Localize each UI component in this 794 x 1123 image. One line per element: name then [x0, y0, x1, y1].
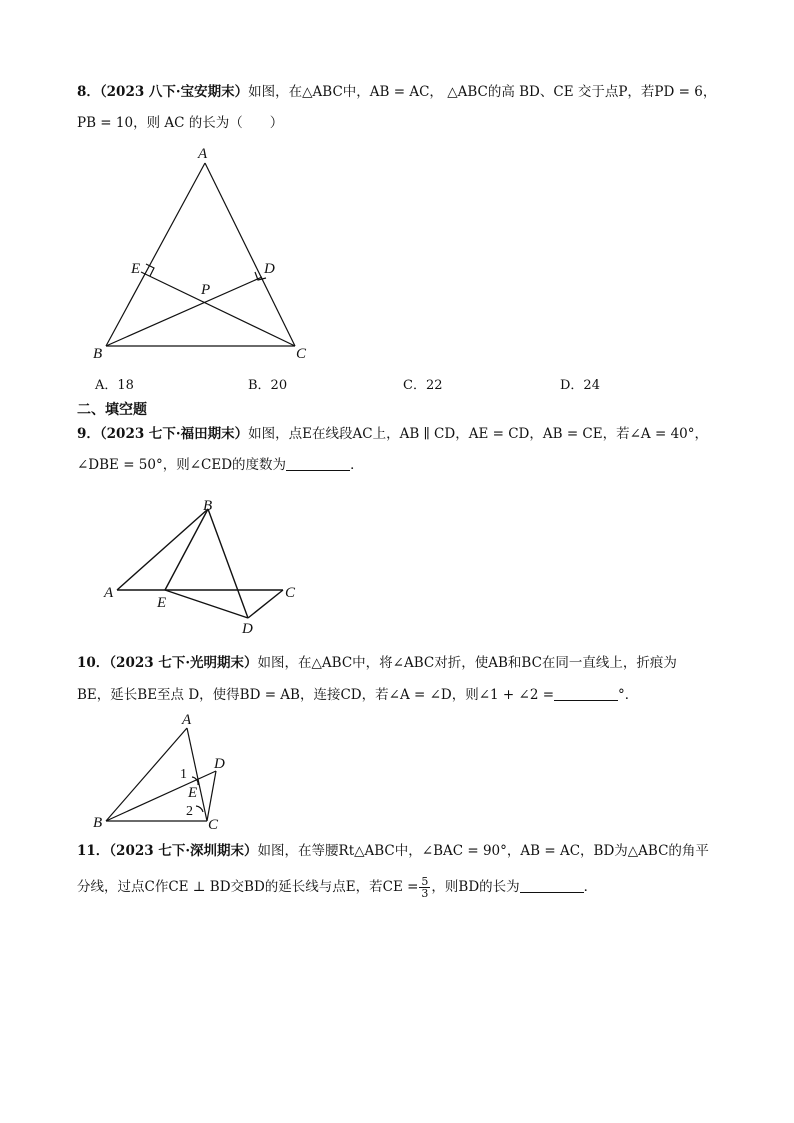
- q9-text2: ∠DBE = 50°，则∠CED的度数为: [77, 457, 287, 473]
- q10-label-a: A: [182, 712, 192, 728]
- q9-source: （2023 七下·福田期末）: [99, 426, 249, 442]
- q8-label-d: D: [264, 261, 275, 277]
- q8-option-c[interactable]: C．22: [403, 378, 443, 393]
- q10-label-d: D: [214, 756, 225, 772]
- q8-text2: PB = 10，则 AC 的长为（ ）: [77, 115, 284, 131]
- q9-label-b: B: [203, 498, 213, 514]
- q10-angle-1: 1: [180, 767, 187, 782]
- q8-number: 8．: [77, 84, 100, 100]
- q8-text1: 如图，在△ABC中，AB = AC， △ABC的高 BD、CE 交于点P，若PD = 6，: [248, 84, 717, 100]
- q9-label-d: D: [242, 621, 253, 637]
- q11-line2: [77, 874, 597, 900]
- q8-label-a: A: [198, 146, 208, 162]
- q10-label-c: C: [208, 817, 219, 833]
- q9-label-a: A: [104, 585, 114, 601]
- q8-option-a[interactable]: A．18: [95, 378, 134, 393]
- q10-text2: BE，延长BE至点 D，使得BD = AB，连接CD，若∠A = ∠D，则∠1 + ∠2 =: [77, 687, 555, 703]
- q8-option-b[interactable]: B．20: [248, 378, 288, 393]
- q10-number: 10．: [77, 655, 110, 671]
- q11-source: （2023 七下·深圳期末）: [109, 843, 258, 859]
- q8-option-d[interactable]: D．24: [560, 378, 600, 393]
- q11-text1: 如图，在等腰Rt△ABC中，∠BAC = 90°，AB = AC，BD为△ABC的角平: [257, 843, 709, 859]
- q8-label-e: E: [131, 261, 141, 277]
- q10-text2-end: °．: [618, 687, 639, 703]
- q9-text1: 如图，点E在线段AC上，AB ∥ CD，AE = CD，AB = CE，若∠A = 40°，: [248, 426, 708, 442]
- q10-angle-2: 2: [186, 804, 193, 819]
- q8-label-b: B: [93, 346, 103, 362]
- q8-source: （2023 八下·宝安期末）: [99, 84, 249, 100]
- q8-label-c: C: [296, 346, 307, 362]
- q11-text2a: 分线，过点C作CE ⊥ BD交BD的延长线与点E，若CE =: [77, 879, 419, 895]
- q11-text2b: ，则BD的长为: [431, 879, 520, 895]
- q9-label-e: E: [157, 595, 167, 611]
- section-title: 二、填空题: [77, 402, 147, 418]
- q11-line1: [77, 842, 709, 860]
- q11-frac-num: 5: [421, 875, 429, 888]
- q10-text1: 如图，在△ABC中，将∠ABC对折，使AB和BC在同一直线上，折痕为: [257, 655, 677, 671]
- q10-label-e: E: [188, 785, 198, 801]
- q11-text2-end: ．: [583, 879, 598, 895]
- q8-label-p: P: [201, 282, 211, 298]
- q11-frac-den: 3: [421, 887, 429, 900]
- q10-source: （2023 七下·光明期末）: [109, 655, 258, 671]
- q11-number: 11．: [77, 843, 110, 859]
- q9-text2-end: ．: [350, 457, 364, 473]
- q10-label-b: B: [93, 815, 103, 831]
- q11-fraction: [419, 876, 430, 899]
- q9-number: 9．: [77, 426, 100, 442]
- q11-answer-blank[interactable]: [520, 879, 584, 893]
- q9-label-c: C: [285, 585, 296, 601]
